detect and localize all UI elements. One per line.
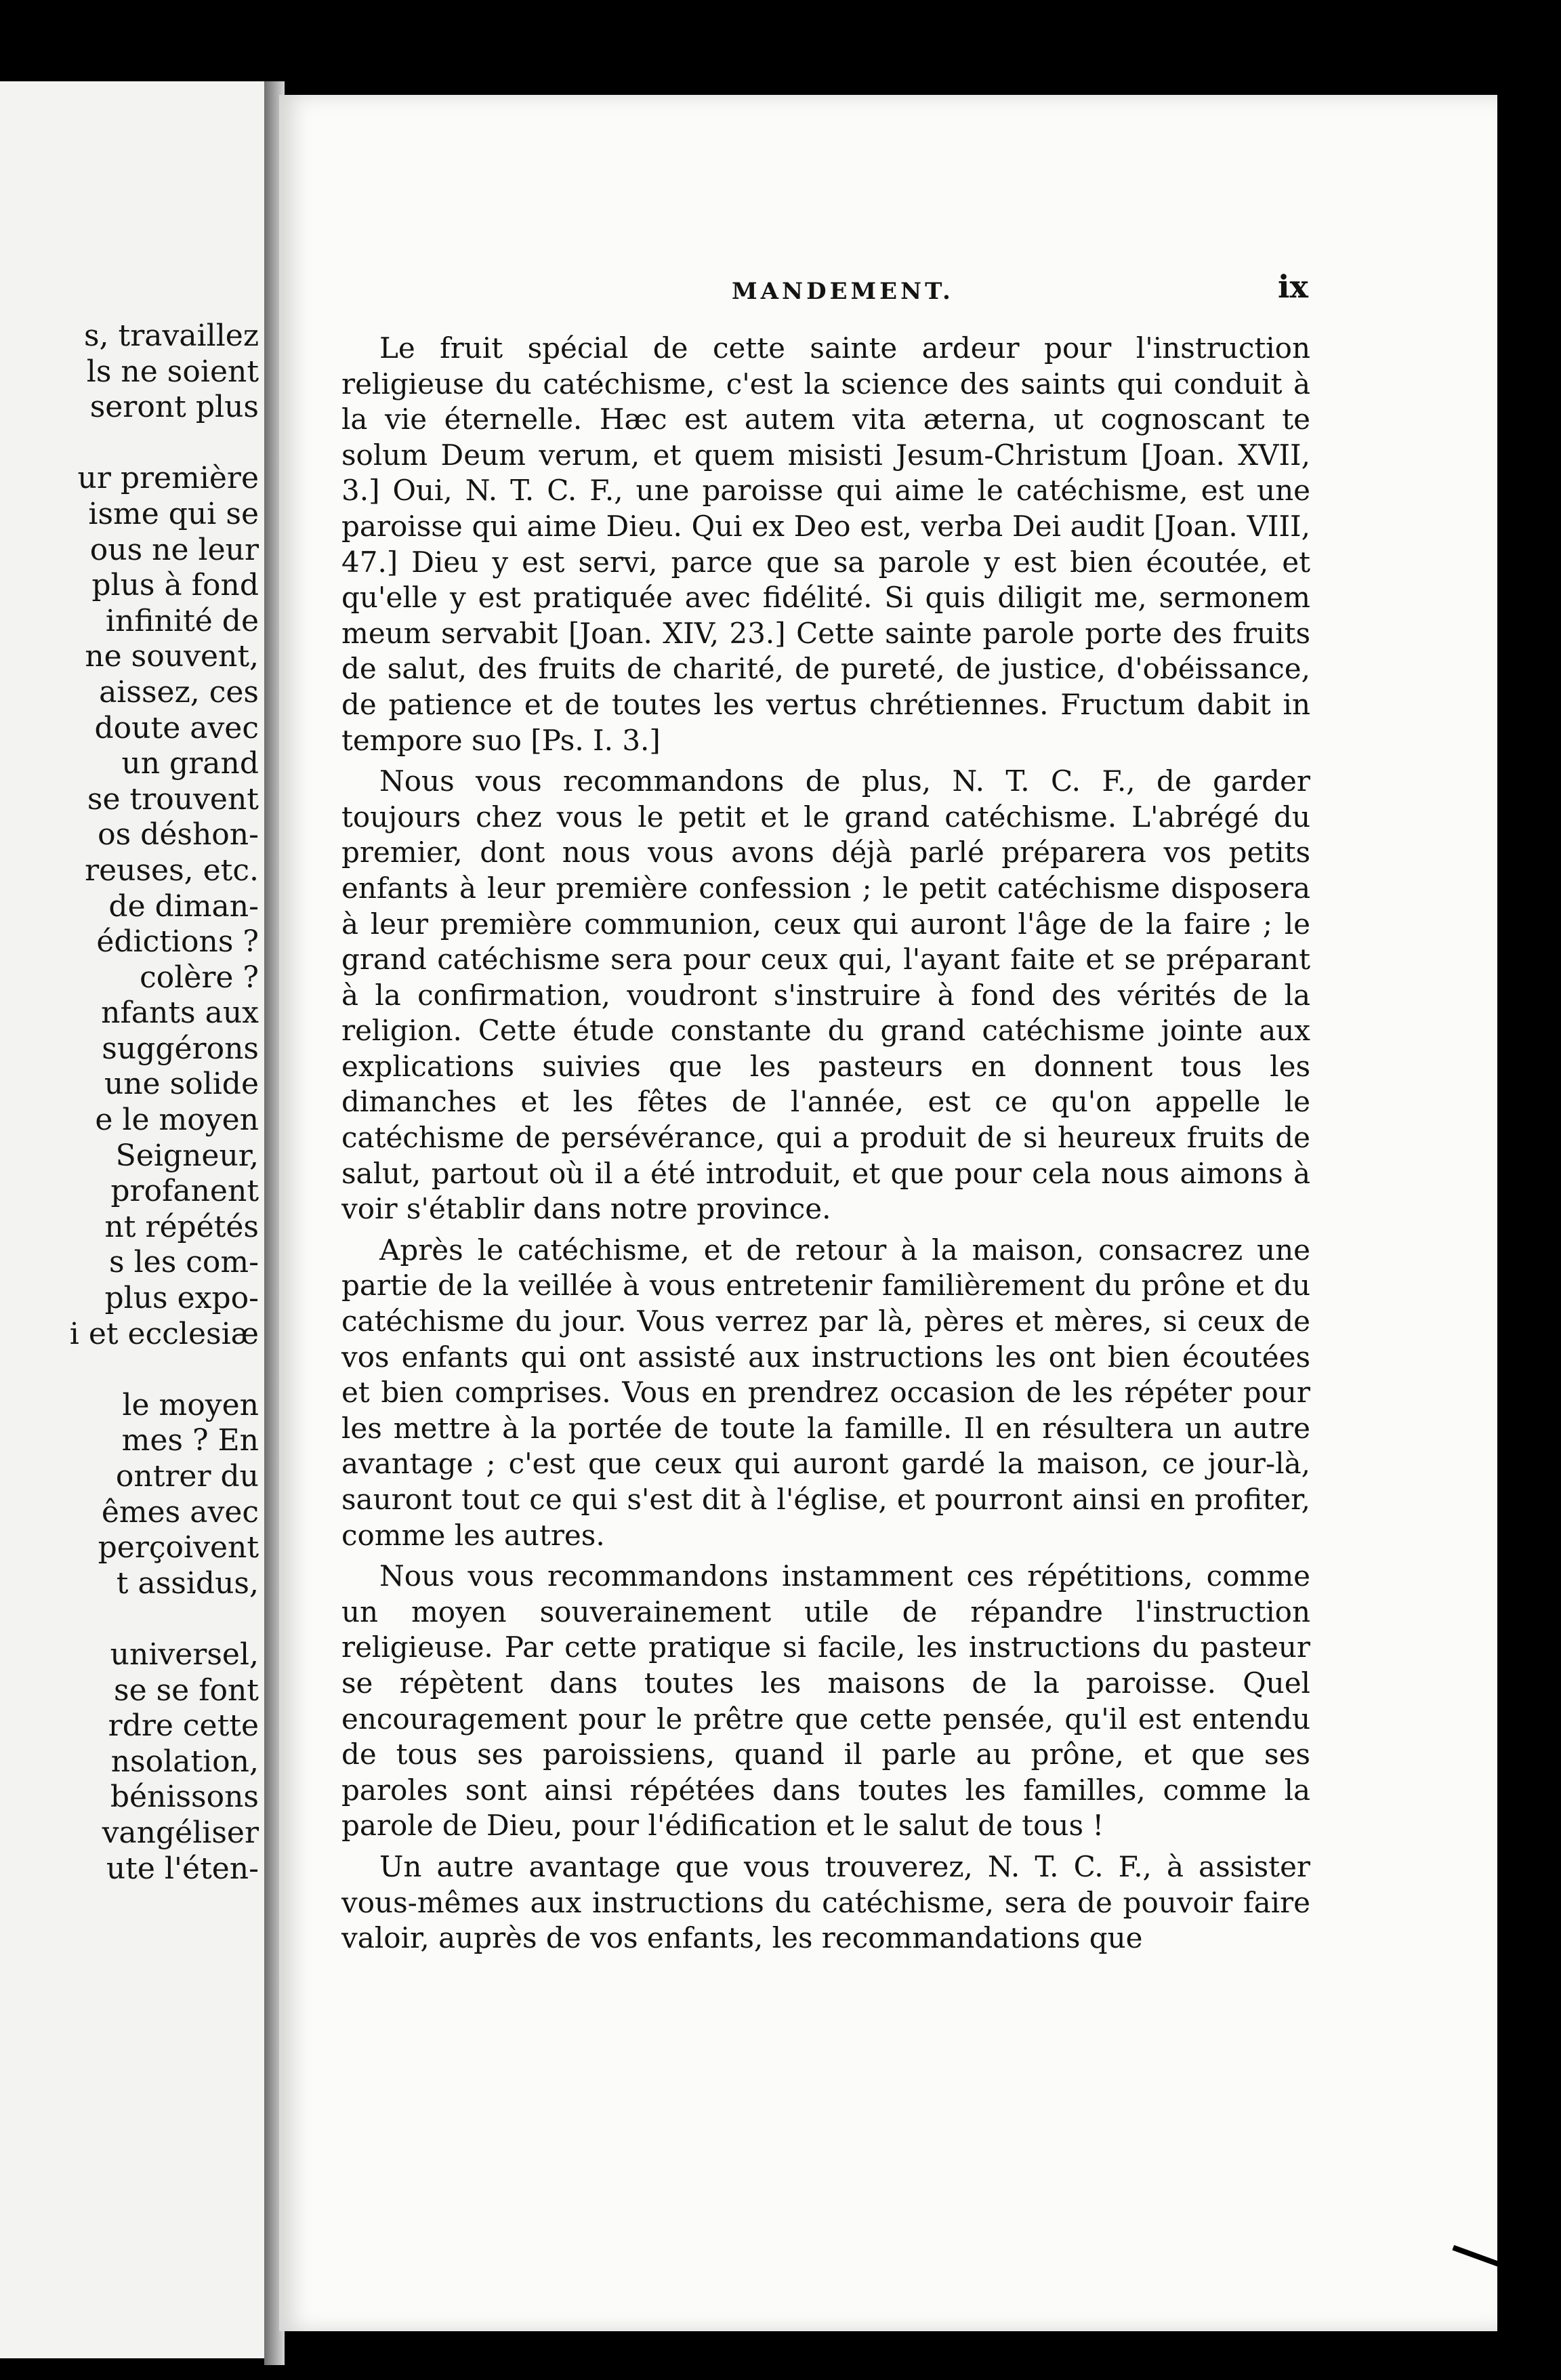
left-page-line: plus à fond xyxy=(91,568,259,603)
paragraph-1: Le fruit spécial de cette sainte ardeur pour l'instruction religieuse du catéchisme, c'est la science des saints qui conduit à la vie éternelle. Hæc est autem vita æterna, ut cognoscant te solum Deum verum, et quem misisti Jesum-Christum [Joan. XVII, 3.] Oui, N. T. C. F., une paroisse qui aime le catéchisme, est une paroisse qui aime Dieu. Qui ex Deo est, verba Dei audit [Joan. VIII, 47.] Dieu y est servi, parce que sa parole y est bien écoutée, et qu'elle y est pratiquée avec fidélité. Si quis diligit me, sermonem meum servabit [Joan. XIV, 23.] Cette sainte parole porte des fruits de salut, des fruits de charité, de pureté, de justice, d'obéissance, de patience et de toutes les vertus chrétiennes. Fructum dabit in tempore suo [Ps. I. 3.] xyxy=(341,331,1310,757)
left-page-line xyxy=(0,1601,259,1637)
left-page-line: nfants aux xyxy=(101,996,259,1031)
left-facing-page xyxy=(0,81,264,2358)
left-page-line: mes ? En xyxy=(121,1423,259,1458)
paragraph-3: Après le catéchisme, et de retour à la maison, consacrez une partie de la veillée à vous entretenir familièrement du prône et du catéchisme du jour. Vous verrez par là, pères et mères, si ceux de vos enfants qui ont assisté aux instructions les ont bien écoutées et bien comprises. Vous en prendrez occasion de les répéter pour les mettre à la portée de toute la famille. Il en résultera un autre avantage ; c'est que ceux qui auront gardé la maison, ce jour-là, sauront tout ce qui s'est dit à l'église, et pourront ainsi en profiter, comme les autres. xyxy=(341,1233,1310,1552)
left-page-line: plus expo- xyxy=(104,1281,259,1316)
left-page-line: se se font xyxy=(113,1673,259,1708)
left-page-line: t assidus, xyxy=(116,1565,259,1601)
left-page-line: le moyen xyxy=(122,1387,259,1422)
left-page-line: ute l'éten- xyxy=(106,1851,259,1886)
left-page-line: ne souvent, xyxy=(85,639,259,674)
left-page-line: nsolation, xyxy=(110,1744,259,1779)
paragraph-4: Nous vous recommandons instamment ces répétitions, comme un moyen souverainement utile de répandre l'instruction religieuse. Par cette pratique si facile, les instructions du pasteur se répètent dans toutes les maisons de la paroisse. Quel encouragement pour le prêtre que cette pensée, qu'il est entendu de tous ses paroissiens, quand il parle au prône, et que ses paroles sont ainsi répétées dans toutes les familles, comme la parole de Dieu, pour l'édification et le salut de tous ! xyxy=(341,1559,1310,1843)
left-page-line: se trouvent xyxy=(87,781,259,817)
body-text xyxy=(341,331,1310,1962)
left-page-line: seront plus xyxy=(89,390,259,425)
left-page-line: suggérons xyxy=(102,1031,259,1066)
left-page-line: isme qui se xyxy=(88,496,259,531)
left-page-line: profanent xyxy=(110,1174,259,1209)
left-page-line: ous ne leur xyxy=(89,532,259,567)
left-page-line: ontrer du xyxy=(115,1459,259,1494)
left-page-line: rdre cette xyxy=(108,1708,259,1744)
left-page-line: s les com- xyxy=(109,1245,259,1280)
left-page-line: doute avec xyxy=(94,710,259,745)
left-page-line: un grand xyxy=(121,746,259,781)
left-page-line: reuses, etc. xyxy=(85,853,259,888)
left-page-line: une solide xyxy=(104,1067,259,1102)
left-page-line: de diman- xyxy=(108,888,259,924)
left-page-line: ur première xyxy=(77,461,259,496)
left-page-line xyxy=(0,426,259,461)
left-page-line: nt répétés xyxy=(104,1209,259,1244)
left-page-line xyxy=(0,1352,259,1388)
left-page-line: universel, xyxy=(110,1637,259,1672)
left-page-line: os déshon- xyxy=(98,817,259,853)
left-page-line: vangéliser xyxy=(102,1815,259,1850)
left-page-line: Seigneur, xyxy=(115,1138,259,1173)
left-page-line: colère ? xyxy=(140,960,259,995)
left-page-line: ls ne soient xyxy=(86,354,259,389)
left-page-line: i et ecclesiæ xyxy=(69,1316,259,1351)
left-page-line: perçoivent xyxy=(98,1530,259,1565)
paragraph-5: Un autre avantage que vous trouverez, N. T. C. F., à assister vous-mêmes aux instructions du catéchisme, sera de pouvoir faire valoir, auprès de vos enfants, les recommandations que xyxy=(341,1849,1310,1955)
left-page-line: bénissons xyxy=(110,1780,259,1815)
left-page-text xyxy=(0,319,259,1887)
left-page-line: infinité de xyxy=(105,603,259,638)
left-page-line: édictions ? xyxy=(96,924,259,960)
left-page-line: aissez, ces xyxy=(99,674,259,710)
left-page-line: êmes avec xyxy=(101,1494,259,1530)
page-number: ix xyxy=(1278,268,1308,305)
running-head: MANDEMENT. xyxy=(732,278,954,305)
left-page-line: e le moyen xyxy=(95,1103,259,1138)
left-page-line: s, travaillez xyxy=(83,319,259,353)
paragraph-2: Nous vous recommandons de plus, N. T. C. F., de garder toujours chez vous le petit et le grand catéchisme. L'abrégé du premier, dont nous vous avons déjà parlé préparera vos petits enfants à leur première confession ; le petit catéchisme disposera à leur première communion, ceux qui auront l'âge de la faire ; le grand catéchisme sera pour ceux qui, l'ayant faite et se préparant à la confirmation, voudront s'instruire à fond des vérités de la religion. Cette étude constante du grand catéchisme jointe aux explications suivies que les pasteurs en donnent tous les dimanches et les fêtes de l'année, est ce qu'on appelle le catéchisme de persévérance, qui a produit de si heureux fruits de salut, partout où il a été introduit, et que pour cela nous aimons à voir s'établir dans notre province. xyxy=(341,764,1310,1226)
